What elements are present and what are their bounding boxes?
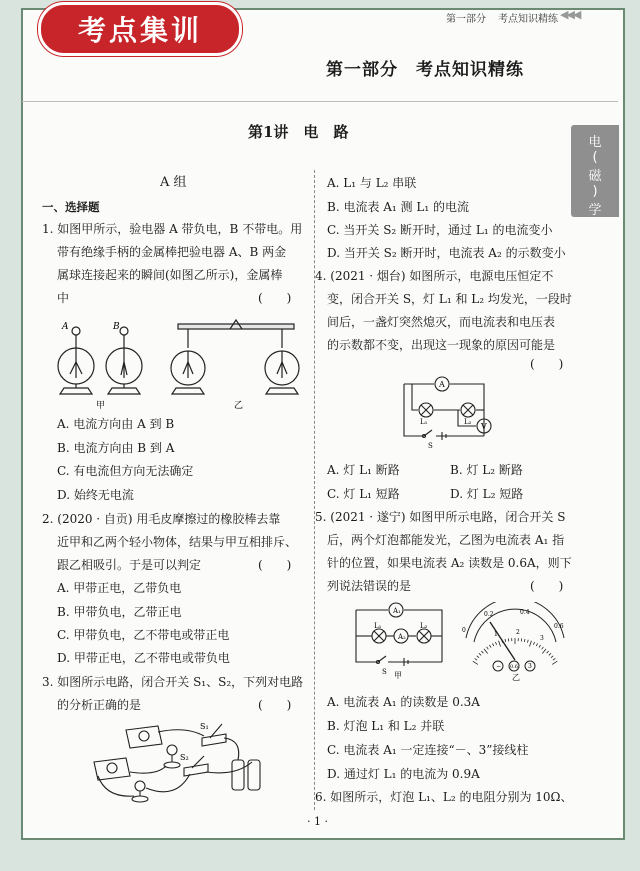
q3-answer-bracket: ( )	[258, 698, 292, 712]
tick-label: 0	[462, 627, 466, 634]
q1-line: 中	[57, 291, 70, 305]
q1-option: D. 始终无电流	[57, 488, 134, 502]
lamp-l1-label: L₁	[374, 622, 382, 630]
voltmeter-label: V	[481, 422, 487, 431]
q5-answer-bracket: ( )	[530, 579, 564, 593]
dial-tick	[553, 658, 555, 660]
dial-tick	[539, 645, 541, 648]
q5-line: 针的位置，如果电流表 A₂ 读数是 0.6A，则下	[327, 556, 572, 570]
switch-label: S	[382, 668, 387, 676]
back-arrows-icon: ◀◀◀	[560, 8, 580, 21]
running-header	[446, 10, 558, 25]
terminal-label: −	[496, 663, 502, 670]
q3-option: D. 当开关 S₂ 断开时，电流表 A₂ 的示数变小	[327, 246, 566, 260]
label-s1: S₁	[200, 722, 209, 731]
dial-tick	[552, 661, 557, 664]
dial-tick	[475, 658, 477, 660]
dial-tick	[499, 641, 501, 647]
lamp-l2-label: L₂	[420, 622, 428, 630]
q3-line: 3. 如图所示电路，闭合开关 S₁、S₂，下列对电路	[42, 675, 304, 689]
dial-tick	[529, 641, 531, 647]
dial-tick	[547, 651, 549, 653]
label-a: A	[62, 322, 69, 332]
q4-line: 变，闭合开关 S，灯 L₁ 和 L₂ 均发光，一段时	[327, 292, 572, 306]
dial-tick	[484, 649, 488, 654]
tick-label: 1	[494, 631, 498, 638]
section-banner: 考点集训	[38, 2, 242, 56]
q5-option: D. 通过灯 L₁ 的电流为 0.9A	[327, 767, 480, 781]
q5-option: B. 灯泡 L₁ 和 L₂ 并联	[327, 719, 445, 733]
group-title: A 组	[160, 175, 187, 190]
dial-tick	[487, 647, 489, 649]
dial-tick	[527, 640, 528, 643]
q2-line: 2. (2020 · 自贡) 用毛皮摩擦过的橡胶棒去靠	[42, 512, 281, 526]
q4-line: 4. (2021 · 烟台) 如图所示，电源电压恒定不	[315, 269, 554, 283]
dial-tick	[536, 643, 537, 646]
q4-option: A. 灯 L₁ 断路	[327, 463, 400, 477]
terminal-label: 3	[528, 663, 532, 670]
dial-tick	[542, 647, 544, 649]
tick-label: 0.4	[520, 609, 530, 616]
side-tab-electricity: 电 ( 磁 ) 学	[571, 125, 619, 217]
lesson-title: 第1讲 电 路	[248, 123, 349, 141]
q4-option: D. 灯 L₂ 短路	[450, 487, 524, 501]
dial-tick	[479, 653, 481, 655]
q1-line: 属球连接起来的瞬间(如图乙所示)，金属棒	[57, 268, 283, 282]
ammeter-label: A	[439, 380, 445, 389]
ammeter-a2-label: A₂	[398, 633, 406, 641]
tick-label: 2	[516, 629, 520, 636]
q1-option: C. 有电流但方向无法确定	[57, 464, 194, 478]
dial-tick	[492, 643, 493, 646]
dial-tick	[524, 639, 525, 642]
dial-tick	[505, 639, 506, 642]
tick-label: 3	[540, 635, 544, 642]
q6-line: 6. 如图所示，灯泡 L₁、L₂ 的电阻分别为 10Ω、	[315, 790, 573, 804]
q3-option: B. 电流表 A₁ 测 L₁ 的电流	[327, 200, 469, 214]
part-title: 第一部分 考点知识精练	[326, 60, 524, 80]
q5-option: C. 电流表 A₁ 一定连接“－、3”接线柱	[327, 743, 529, 757]
header-divider	[22, 101, 618, 102]
terminal-label: 0.6	[510, 664, 518, 670]
q4-option: C. 灯 L₁ 短路	[327, 487, 400, 501]
circuit-diagram-q4	[398, 374, 498, 454]
q1-option: B. 电流方向由 B 到 A	[57, 441, 175, 455]
label-b: B	[113, 322, 120, 332]
q5-line: 5. (2021 · 遂宁) 如图甲所示电路，闭合开关 S	[315, 510, 566, 524]
q2-line: 跟乙相吸引。于是可以判定	[57, 558, 202, 572]
dial-tick	[477, 656, 479, 658]
dial-tick	[549, 653, 551, 655]
q3-option: A. L₁ 与 L₂ 串联	[327, 176, 417, 190]
q2-line: 近甲和乙两个轻小物体，结果与甲互相排斥、	[57, 535, 298, 549]
q4-answer-bracket: ( )	[530, 357, 564, 371]
label-s2: S₂	[180, 753, 189, 762]
q2-option: A. 甲带正电，乙带负电	[57, 581, 182, 595]
q5-line: 列说法错误的是	[327, 579, 412, 593]
lamp-l2-label: L₂	[464, 418, 472, 426]
q1-answer-bracket: ( )	[258, 291, 292, 305]
lamp-l1-label: L₁	[420, 418, 428, 426]
q3-line: 的分析正确的是	[57, 698, 142, 712]
circuit-apparatus-figure	[86, 716, 270, 808]
q1-option: A. 电流方向由 A 到 B	[57, 417, 175, 431]
page-number: · 1 ·	[307, 815, 328, 828]
q5-line: 后，两个灯泡都能发光，乙图为电流表 A₁ 指	[327, 533, 565, 547]
q3-option: C. 当开关 S₂ 断开时，通过 L₁ 的电流变小	[327, 223, 553, 237]
q2-option: B. 甲带负电，乙带正电	[57, 605, 182, 619]
q2-answer-bracket: ( )	[258, 558, 292, 572]
column-separator	[314, 170, 315, 810]
header-part: 第一部分	[446, 14, 486, 25]
dial-tick	[551, 656, 553, 658]
tick-label: 0.6	[554, 623, 564, 630]
q1-line: 1. 如图甲所示，验电器 A 带负电，B 不带电。用	[42, 222, 303, 236]
q5-option: A. 电流表 A₁ 的读数是 0.3A	[327, 695, 480, 709]
ammeter-dial-figure	[456, 602, 574, 682]
q1-line: 带有绝缘手柄的金属棒把验电器 A、B 两金	[57, 245, 287, 259]
ammeter-a1-label: A₁	[393, 607, 401, 615]
label-yi: 乙	[234, 401, 244, 410]
circuit-diagram-q5	[348, 596, 452, 680]
electroscope-figure	[56, 318, 304, 410]
q4-option: B. 灯 L₂ 断路	[450, 463, 523, 477]
label-jia: 甲	[96, 401, 106, 410]
dial-tick	[473, 661, 478, 664]
section-heading: 一、选择题	[42, 200, 100, 214]
dial-tick	[495, 642, 496, 645]
dial-tick	[533, 642, 534, 645]
tick-label: 0.2	[484, 611, 494, 618]
dial-tick	[489, 645, 491, 648]
q4-line: 间后，一盏灯突然熄灭，而电流表和电压表	[327, 315, 556, 329]
q2-option: C. 甲带负电，乙不带电或带正电	[57, 628, 230, 642]
q4-line: 的示数都不变，出现这一现象的原因可能是	[327, 338, 556, 352]
dial-tick	[542, 649, 546, 654]
label-jia: 甲	[394, 671, 402, 680]
switch-label: S	[428, 442, 433, 450]
q2-option: D. 甲带正电，乙不带电或带负电	[57, 651, 230, 665]
dial-tick	[481, 651, 483, 653]
label-yi: 乙	[512, 673, 520, 682]
header-title: 考点知识精练	[498, 14, 558, 25]
